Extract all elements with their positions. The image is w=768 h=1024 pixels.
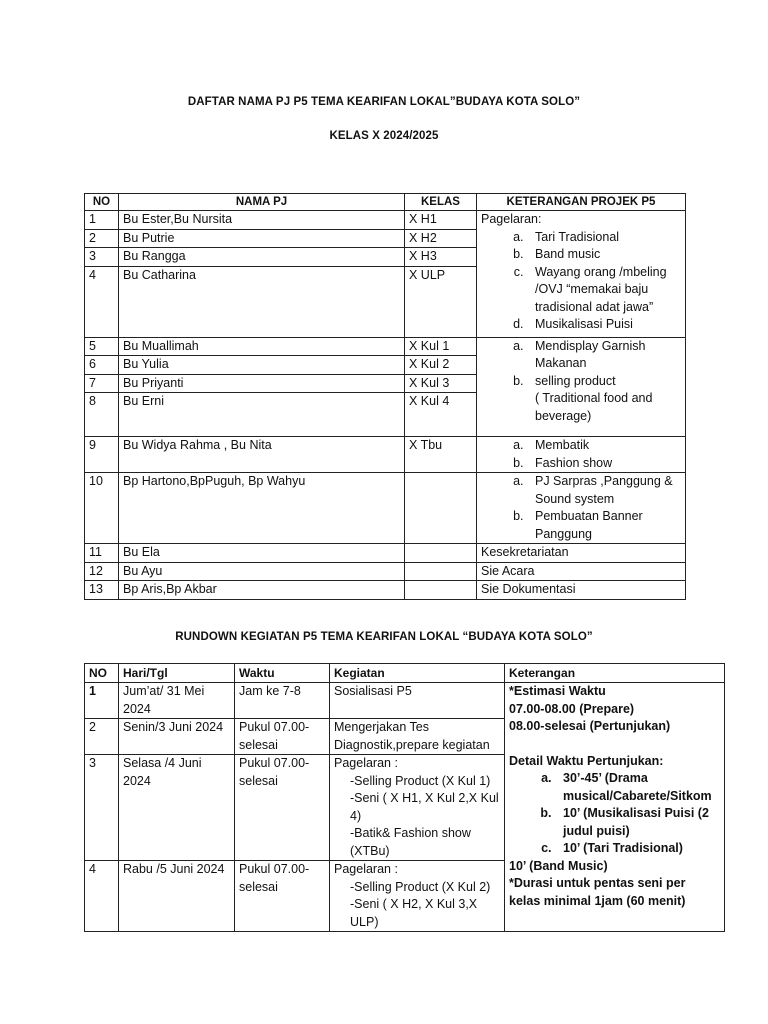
kuliner-note: ( Traditional food and beverage) xyxy=(535,391,653,423)
row-kelas: X Kul 1 xyxy=(405,337,477,356)
row-nama: Bu Yulia xyxy=(119,356,405,375)
column-header-keterangan: KETERANGAN PROJEK P5 xyxy=(477,194,686,211)
row-kelas: X ULP xyxy=(405,266,477,337)
row-keterangan: Sie Dokumentasi xyxy=(477,581,686,600)
column-header-no: NO xyxy=(85,194,119,211)
row-no: 6 xyxy=(85,356,119,375)
list-item: a. Membatik xyxy=(527,437,681,455)
list-item: d. Musikalisasi Puisi xyxy=(527,316,681,334)
column-header-nama-pj: NAMA PJ xyxy=(119,194,405,211)
table-header-row xyxy=(85,664,725,683)
row-nama: Bu Erni xyxy=(119,393,405,437)
list-item: c. Wayang orang /mbeling /OVJ “memakai baju tradisional adat jawa” xyxy=(527,264,681,317)
keterangan-sarpras-cell xyxy=(477,473,686,544)
column-header-kelas: KELAS xyxy=(405,194,477,211)
row-kelas: X Kul 3 xyxy=(405,374,477,393)
pagelaran-intro: Pagelaran: xyxy=(481,212,542,226)
row-hari: Selasa /4 Juni 2024 xyxy=(119,755,235,861)
row-nama: Bu Ester,Bu Nursita xyxy=(119,211,405,230)
kegiatan-line: -Batik& Fashion show (XTBu) xyxy=(350,826,471,858)
band-music: 10’ (Band Music) xyxy=(509,858,608,873)
kegiatan-line: -Selling Product (X Kul 2) xyxy=(350,879,491,894)
list-item: b. 10’ (Musikalisasi Puisi (2 judul puisi) xyxy=(555,805,720,840)
row-kelas: X Tbu xyxy=(405,437,477,473)
row-no: 12 xyxy=(85,562,119,581)
prepare-time: 07.00-08.00 (Prepare) xyxy=(509,701,635,716)
table-row xyxy=(85,211,686,230)
row-no: 5 xyxy=(85,337,119,356)
row-kegiatan: Mengerjakan Tes Diagnostik,prepare kegiatan xyxy=(330,719,505,755)
row-keterangan: Kesekretariatan xyxy=(477,544,686,563)
row-no: 3 xyxy=(85,248,119,267)
row-no: 4 xyxy=(85,861,119,932)
keterangan-batik-cell xyxy=(477,437,686,473)
row-hari: Rabu /5 Juni 2024 xyxy=(119,861,235,932)
row-no: 1 xyxy=(85,683,119,719)
kegiatan-line: -Seni ( X H2, X Kul 3,X ULP) xyxy=(350,897,478,929)
detail-title: Detail Waktu Pertunjukan: xyxy=(509,753,664,768)
kegiatan-line: Pagelaran : xyxy=(334,862,398,876)
row-kelas xyxy=(405,473,477,544)
row-kelas: X Kul 4 xyxy=(405,393,477,437)
row-no: 4 xyxy=(85,266,119,337)
row-kelas xyxy=(405,544,477,563)
row-waktu: Pukul 07.00-selesai xyxy=(235,861,330,932)
table-row xyxy=(85,581,686,600)
row-kegiatan xyxy=(330,861,505,932)
table-row xyxy=(85,683,725,719)
estimasi-label: *Estimasi Waktu xyxy=(509,684,606,698)
kegiatan-line: Pagelaran : xyxy=(334,756,398,770)
batik-list xyxy=(481,437,681,472)
row-kegiatan: Sosialisasi P5 xyxy=(330,683,505,719)
row-nama: Bp Aris,Bp Akbar xyxy=(119,581,405,600)
column-header-kegiatan: Kegiatan xyxy=(330,664,505,683)
table-row xyxy=(85,337,686,356)
row-waktu: Pukul 07.00-selesai xyxy=(235,755,330,861)
row-nama: Bu Widya Rahma , Bu Nita xyxy=(119,437,405,473)
document-title: DAFTAR NAMA PJ P5 TEMA KEARIFAN LOKAL”BUDAYA KOTA SOLO” xyxy=(187,96,581,108)
row-kelas xyxy=(405,562,477,581)
detail-list xyxy=(509,770,720,858)
table-row xyxy=(85,473,686,544)
row-kelas: X H2 xyxy=(405,229,477,248)
row-nama: Bu Putrie xyxy=(119,229,405,248)
list-item: a. Tari Tradisional xyxy=(527,229,681,247)
document-subtitle: KELAS X 2024/2025 xyxy=(329,130,439,142)
row-no: 10 xyxy=(85,473,119,544)
row-nama: Bp Hartono,BpPuguh, Bp Wahyu xyxy=(119,473,405,544)
list-item: c. 10’ (Tari Tradisional) xyxy=(555,840,720,858)
row-no: 13 xyxy=(85,581,119,600)
list-item: b. selling product xyxy=(527,373,681,391)
rundown-title: RUNDOWN KEGIATAN P5 TEMA KEARIFAN LOKAL “BUDAYA KOTA SOLO” xyxy=(175,631,593,643)
row-kelas: X H3 xyxy=(405,248,477,267)
table-row xyxy=(85,544,686,563)
table-header-row xyxy=(85,194,686,211)
row-kelas: X H1 xyxy=(405,211,477,230)
list-item: a. 30’-45’ (Drama musical/Cabarete/Sitkom xyxy=(555,770,720,805)
durasi-note: *Durasi untuk pentas seni per kelas minimal 1jam (60 menit) xyxy=(509,876,686,908)
keterangan-pagelaran-cell xyxy=(477,211,686,338)
row-nama: Bu Rangga xyxy=(119,248,405,267)
row-kelas xyxy=(405,581,477,600)
list-item: b. Pembuatan Banner Panggung xyxy=(527,508,681,543)
row-no: 2 xyxy=(85,719,119,755)
keterangan-kuliner-cell xyxy=(477,337,686,437)
column-header-no: NO xyxy=(85,664,119,683)
sarpras-list xyxy=(481,473,681,543)
row-no: 7 xyxy=(85,374,119,393)
kuliner-list xyxy=(481,338,681,391)
list-item: a. PJ Sarpras ,Panggung & Sound system xyxy=(527,473,681,508)
row-no: 1 xyxy=(85,211,119,230)
list-item: a. Mendisplay Garnish Makanan xyxy=(527,338,681,373)
row-nama: Bu Catharina xyxy=(119,266,405,337)
row-no: 11 xyxy=(85,544,119,563)
pertunjukan-time: 08.00-selesai (Pertunjukan) xyxy=(509,719,671,733)
row-nama: Bu Muallimah xyxy=(119,337,405,356)
column-header-hari-tgl: Hari/Tgl xyxy=(119,664,235,683)
row-no: 2 xyxy=(85,229,119,248)
list-item: b. Fashion show xyxy=(527,455,681,473)
kegiatan-line: -Seni ( X H1, X Kul 2,X Kul 4) xyxy=(350,791,499,823)
row-nama: Bu Ayu xyxy=(119,562,405,581)
row-waktu: Jam ke 7-8 xyxy=(235,683,330,719)
row-waktu: Pukul 07.00-selesai xyxy=(235,719,330,755)
list-item: b. Band music xyxy=(527,246,681,264)
row-keterangan: Sie Acara xyxy=(477,562,686,581)
kegiatan-line: -Selling Product (X Kul 1) xyxy=(350,773,491,788)
rundown-table xyxy=(84,663,725,932)
row-hari: Jum’at/ 31 Mei 2024 xyxy=(119,683,235,719)
row-kelas: X Kul 2 xyxy=(405,356,477,375)
keterangan-cell xyxy=(505,683,725,932)
pagelaran-list xyxy=(481,229,681,334)
table-row xyxy=(85,562,686,581)
table-row xyxy=(85,437,686,473)
column-header-keterangan: Keterangan xyxy=(505,664,725,683)
column-header-waktu: Waktu xyxy=(235,664,330,683)
pj-table xyxy=(84,193,686,600)
row-kegiatan xyxy=(330,755,505,861)
row-nama: Bu Priyanti xyxy=(119,374,405,393)
row-no: 3 xyxy=(85,755,119,861)
row-no: 9 xyxy=(85,437,119,473)
row-no: 8 xyxy=(85,393,119,437)
row-nama: Bu Ela xyxy=(119,544,405,563)
row-hari: Senin/3 Juni 2024 xyxy=(119,719,235,755)
